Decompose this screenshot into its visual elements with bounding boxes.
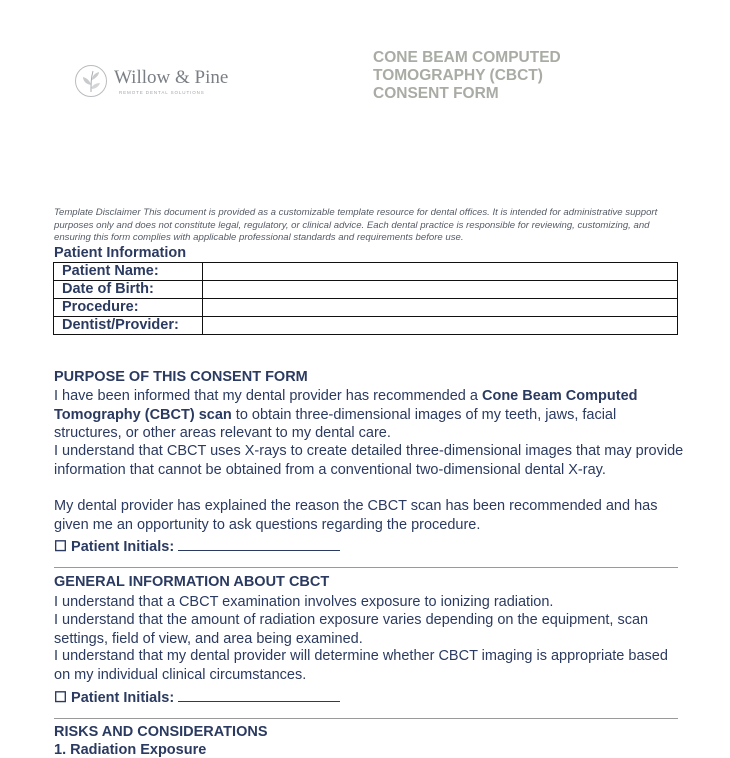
patient-info-table [53,262,678,335]
field-label: Procedure: [54,299,203,317]
table-row [54,263,678,281]
patient-initials-general [54,687,340,706]
table-row [54,299,678,317]
general-heading: GENERAL INFORMATION ABOUT CBCT [54,574,330,590]
cbct-emphasis: Cone Beam Computed Tomography (CBCT) scan [54,388,638,423]
general-paragraph-3: I understand that my dental provider will determine whether CBCT imaging is appropriate based on my individual clinical circumstances. [54,648,668,683]
template-disclaimer: Template Disclaimer This document is provided as a customizable template resource for dental offices. It is intended for administrative support purposes only and does not constitute legal, regulatory, or clinical advice. Each dental practice is responsible for reviewing, customizing, and ensuring this form complies with applicable professional standards and requirements before use. [54,207,658,243]
section-divider [54,567,678,568]
patient-info-heading: Patient Information [54,245,187,261]
procedure-field[interactable] [203,299,678,317]
purpose-heading: PURPOSE OF THIS CONSENT FORM [54,369,308,385]
purpose-text: to obtain three-dimensional images of my teeth, jaws, facial structures, or other areas relevant to my dental care. [54,406,617,441]
section-divider [54,718,678,719]
field-label: Dentist/Provider: [54,317,203,335]
logo [74,62,234,102]
document-title: CONE BEAM COMPUTED TOMOGRAPHY (CBCT) CONSENT FORM [373,49,561,102]
logo-tagline: REMOTE DENTAL SOLUTIONS [119,90,205,95]
field-label: Date of Birth: [54,281,203,299]
table-row [54,281,678,299]
general-paragraph-2: I understand that the amount of radiation exposure varies depending on the equipment, scan settings, field of view, and area being examined. [54,612,649,647]
logo-name: Willow & Pine [114,67,229,88]
initials-label: ☐ Patient Initials: [54,690,175,706]
purpose-paragraph-1 [54,387,684,443]
risks-subheading: 1. Radiation Exposure [54,742,207,758]
purpose-paragraph-2: I understand that CBCT uses X-rays to create detailed three-dimensional images that may provide information that cannot be obtained from a conventional two-dimensional dental X-ray. [54,443,684,478]
date-of-birth-field[interactable] [203,281,678,299]
field-label: Patient Name: [54,263,203,281]
risks-heading: RISKS AND CONSIDERATIONS [54,724,268,740]
purpose-paragraph-3: My dental provider has explained the reason the CBCT scan has been recommended and has given me an opportunity to ask questions regarding the procedure. [54,498,658,533]
initials-input[interactable] [178,536,340,551]
initials-input[interactable] [178,687,340,702]
patient-name-field[interactable] [203,263,678,281]
dentist-provider-field[interactable] [203,317,678,335]
purpose-text: I have been informed that my dental provider has recommended a [54,388,482,404]
patient-initials-purpose [54,536,340,555]
table-row [54,317,678,335]
initials-label: ☐ Patient Initials: [54,539,175,555]
leaf-emblem-icon [74,64,108,98]
general-paragraph-1: I understand that a CBCT examination involves exposure to ionizing radiation. [54,594,554,610]
